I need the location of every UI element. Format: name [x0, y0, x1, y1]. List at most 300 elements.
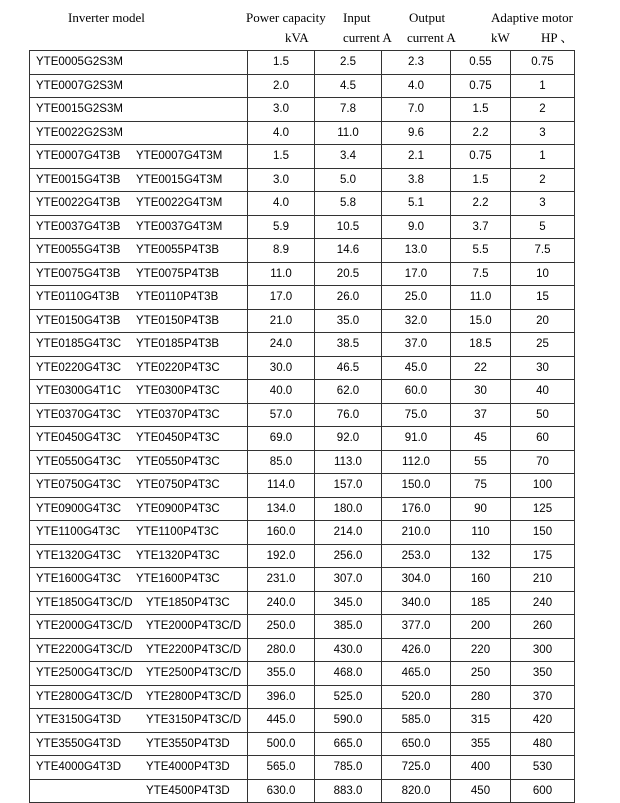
kw-cell: 355 [451, 732, 511, 756]
hp-cell: 3 [511, 121, 575, 145]
output-current-cell: 9.0 [382, 215, 451, 239]
model-g: YTE0037G4T3B [36, 220, 121, 233]
model-g: YTE0022G2S3M [36, 126, 123, 139]
kw-cell: 2.2 [451, 121, 511, 145]
model-cell [30, 544, 248, 568]
model-cell [30, 333, 248, 357]
model-cell [30, 121, 248, 145]
kw-cell: 22 [451, 356, 511, 380]
model-g: YTE1850G4T3C/D [36, 596, 133, 609]
model-g: YTE0900G4T3C [36, 502, 122, 515]
model-cell [30, 591, 248, 615]
kva-cell: 355.0 [248, 662, 315, 686]
table-row [30, 591, 575, 615]
output-current-cell: 210.0 [382, 521, 451, 545]
hp-cell: 10 [511, 262, 575, 286]
kw-cell: 30 [451, 380, 511, 404]
input-current-cell: 214.0 [315, 521, 382, 545]
hp-cell: 0.75 [511, 51, 575, 75]
model-p: YTE0220P4T3C [136, 361, 220, 374]
kva-cell: 1.5 [248, 51, 315, 75]
model-cell [30, 732, 248, 756]
model-wrap [36, 521, 247, 544]
model-p: YTE1600P4T3C [136, 573, 220, 585]
table-row [30, 262, 575, 286]
table-row [30, 239, 575, 263]
model-cell [30, 450, 248, 474]
output-current-cell: 585.0 [382, 709, 451, 733]
hp-cell: 600 [511, 779, 575, 803]
model-p: YTE0150P4T3B [136, 314, 220, 327]
model-wrap [36, 263, 247, 286]
kw-cell: 11.0 [451, 286, 511, 310]
kw-cell: 15.0 [451, 309, 511, 333]
hp-cell: 7.5 [511, 239, 575, 263]
model-wrap [36, 474, 247, 497]
model-g: YTE0015G2S3M [36, 103, 123, 115]
model-g: YTE0450G4T3C [36, 432, 122, 444]
model-p: YTE2500P4T3C/D [146, 667, 242, 679]
kva-cell: 396.0 [248, 685, 315, 709]
model-p: YTE4500P4T3D [146, 784, 230, 797]
kw-cell: 0.55 [451, 51, 511, 75]
output-current-cell: 377.0 [382, 615, 451, 639]
table-row [30, 685, 575, 709]
kw-cell: 132 [451, 544, 511, 568]
model-wrap [36, 568, 247, 591]
table-row [30, 356, 575, 380]
model-cell [30, 638, 248, 662]
kva-cell: 280.0 [248, 638, 315, 662]
model-wrap [36, 733, 247, 756]
input-current-cell: 590.0 [315, 709, 382, 733]
model-cell [30, 709, 248, 733]
table-row [30, 145, 575, 169]
kva-cell: 8.9 [248, 239, 315, 263]
model-cell [30, 403, 248, 427]
model-cell [30, 74, 248, 98]
output-current-cell: 725.0 [382, 756, 451, 780]
model-p: YTE0450P4T3C [136, 432, 220, 444]
input-current-cell: 2.5 [315, 51, 382, 75]
output-current-cell: 13.0 [382, 239, 451, 263]
output-current-cell: 426.0 [382, 638, 451, 662]
hp-cell: 370 [511, 685, 575, 709]
model-cell [30, 98, 248, 122]
model-wrap [36, 310, 247, 333]
table-row [30, 521, 575, 545]
kva-cell: 85.0 [248, 450, 315, 474]
model-g: YTE3550G4T3D [36, 737, 122, 750]
model-cell [30, 474, 248, 498]
header-output-unit: current A [407, 30, 456, 45]
table-row [30, 662, 575, 686]
model-p: YTE3150P4T3C/D [146, 714, 242, 726]
model-g: YTE0185G4T3C [36, 338, 122, 350]
model-g: YTE4000G4T3D [36, 761, 122, 773]
kva-cell: 231.0 [248, 568, 315, 592]
model-g: YTE0750G4T3C [36, 479, 122, 491]
kw-cell: 7.5 [451, 262, 511, 286]
header-kw: kW [491, 30, 510, 45]
model-g: YTE0055G4T3B [36, 244, 121, 256]
model-wrap [36, 380, 247, 403]
kw-cell: 0.75 [451, 74, 511, 98]
kva-cell: 134.0 [248, 497, 315, 521]
kva-cell: 500.0 [248, 732, 315, 756]
model-wrap [36, 286, 247, 309]
kw-cell: 90 [451, 497, 511, 521]
model-wrap [36, 357, 247, 380]
kw-cell: 75 [451, 474, 511, 498]
model-wrap [36, 98, 247, 121]
output-current-cell: 2.3 [382, 51, 451, 75]
input-current-cell: 20.5 [315, 262, 382, 286]
output-current-cell: 17.0 [382, 262, 451, 286]
input-current-cell: 11.0 [315, 121, 382, 145]
kw-cell: 110 [451, 521, 511, 545]
model-g: YTE0370G4T3C [36, 408, 122, 421]
table-row [30, 286, 575, 310]
input-current-cell: 26.0 [315, 286, 382, 310]
table-row [30, 380, 575, 404]
table-row [30, 74, 575, 98]
output-current-cell: 2.1 [382, 145, 451, 169]
table-row [30, 333, 575, 357]
model-p: YTE0900P4T3C [136, 502, 220, 515]
input-current-cell: 180.0 [315, 497, 382, 521]
input-current-cell: 5.0 [315, 168, 382, 192]
output-current-cell: 37.0 [382, 333, 451, 357]
hp-cell: 175 [511, 544, 575, 568]
hp-cell: 15 [511, 286, 575, 310]
table-row [30, 403, 575, 427]
input-current-cell: 345.0 [315, 591, 382, 615]
model-cell [30, 662, 248, 686]
header-inverter-model: Inverter model [68, 10, 145, 25]
kw-cell: 1.5 [451, 168, 511, 192]
model-p: YTE1320P4T3C [136, 549, 220, 562]
model-cell [30, 756, 248, 780]
kw-cell: 315 [451, 709, 511, 733]
input-current-cell: 307.0 [315, 568, 382, 592]
model-p: YTE0037G4T3M [136, 220, 223, 233]
model-wrap [36, 239, 247, 262]
hp-cell: 20 [511, 309, 575, 333]
kw-cell: 400 [451, 756, 511, 780]
output-current-cell: 465.0 [382, 662, 451, 686]
model-p: YTE0185P4T3B [136, 338, 220, 350]
model-wrap [36, 498, 247, 521]
model-wrap [36, 592, 247, 615]
kva-cell: 3.0 [248, 168, 315, 192]
kw-cell: 280 [451, 685, 511, 709]
output-current-cell: 3.8 [382, 168, 451, 192]
input-current-cell: 4.5 [315, 74, 382, 98]
kva-cell: 192.0 [248, 544, 315, 568]
table-row [30, 568, 575, 592]
hp-cell: 260 [511, 615, 575, 639]
output-current-cell: 5.1 [382, 192, 451, 216]
output-current-cell: 820.0 [382, 779, 451, 803]
table-row [30, 192, 575, 216]
model-g: YTE0300G4T1C [36, 385, 122, 397]
kva-cell: 69.0 [248, 427, 315, 451]
kw-cell: 185 [451, 591, 511, 615]
kw-cell: 1.5 [451, 98, 511, 122]
hp-cell: 70 [511, 450, 575, 474]
kva-cell: 4.0 [248, 121, 315, 145]
kva-cell: 114.0 [248, 474, 315, 498]
kva-cell: 445.0 [248, 709, 315, 733]
input-current-cell: 46.5 [315, 356, 382, 380]
model-g: YTE2800G4T3C/D [36, 690, 133, 703]
kw-cell: 160 [451, 568, 511, 592]
model-cell [30, 145, 248, 169]
table-row [30, 121, 575, 145]
kva-cell: 24.0 [248, 333, 315, 357]
model-g: YTE0110G4T3B [36, 291, 120, 303]
output-current-cell: 25.0 [382, 286, 451, 310]
table-row [30, 732, 575, 756]
model-cell [30, 192, 248, 216]
model-wrap [36, 122, 247, 145]
model-g: YTE0015G4T3B [36, 173, 121, 186]
kva-cell: 30.0 [248, 356, 315, 380]
model-p: YTE4000P4T3D [146, 761, 230, 773]
output-current-cell: 112.0 [382, 450, 451, 474]
kw-cell: 250 [451, 662, 511, 686]
model-cell [30, 427, 248, 451]
kw-cell: 220 [451, 638, 511, 662]
model-wrap [36, 169, 247, 192]
model-p: YTE0110P4T3B [136, 291, 219, 303]
model-wrap [36, 545, 247, 568]
output-current-cell: 150.0 [382, 474, 451, 498]
hp-cell: 2 [511, 98, 575, 122]
model-p: YTE2000P4T3C/D [146, 620, 242, 632]
hp-cell: 210 [511, 568, 575, 592]
hp-cell: 50 [511, 403, 575, 427]
kva-cell: 5.9 [248, 215, 315, 239]
output-current-cell: 176.0 [382, 497, 451, 521]
hp-cell: 300 [511, 638, 575, 662]
input-current-cell: 76.0 [315, 403, 382, 427]
model-wrap [36, 780, 247, 803]
hp-cell: 3 [511, 192, 575, 216]
model-cell [30, 615, 248, 639]
table-row [30, 615, 575, 639]
model-p: YTE3550P4T3D [146, 737, 230, 750]
kva-cell: 3.0 [248, 98, 315, 122]
output-current-cell: 9.6 [382, 121, 451, 145]
output-current-cell: 45.0 [382, 356, 451, 380]
input-current-cell: 525.0 [315, 685, 382, 709]
model-p: YTE0750P4T3C [136, 479, 220, 491]
hp-cell: 350 [511, 662, 575, 686]
model-cell [30, 568, 248, 592]
model-g: YTE1100G4T3C [36, 526, 121, 538]
table-row [30, 98, 575, 122]
model-wrap [36, 333, 247, 356]
model-p: YTE0015G4T3M [136, 173, 223, 186]
model-cell [30, 215, 248, 239]
model-cell [30, 168, 248, 192]
model-p: YTE0300P4T3C [136, 385, 220, 397]
model-wrap [36, 662, 247, 685]
output-current-cell: 650.0 [382, 732, 451, 756]
model-wrap [36, 686, 247, 709]
hp-cell: 1 [511, 74, 575, 98]
model-wrap [36, 75, 247, 98]
output-current-cell: 4.0 [382, 74, 451, 98]
kva-cell: 1.5 [248, 145, 315, 169]
kva-cell: 4.0 [248, 192, 315, 216]
model-wrap [36, 145, 247, 168]
hp-cell: 150 [511, 521, 575, 545]
kva-cell: 250.0 [248, 615, 315, 639]
input-current-cell: 883.0 [315, 779, 382, 803]
hp-cell: 2 [511, 168, 575, 192]
header-kva: kVA [285, 30, 309, 45]
header-hp: HP 、 [541, 30, 574, 45]
header-output: Output [409, 10, 446, 25]
model-cell [30, 779, 248, 803]
model-g: YTE0550G4T3C [36, 455, 122, 468]
model-g: YTE0007G4T3B [36, 150, 121, 162]
kva-cell: 21.0 [248, 309, 315, 333]
model-g: YTE2000G4T3C/D [36, 620, 133, 632]
table-row [30, 497, 575, 521]
table-body [30, 51, 575, 803]
model-g: YTE0075G4T3B [36, 267, 121, 280]
model-p: YTE0007G4T3M [136, 150, 223, 162]
kva-cell: 40.0 [248, 380, 315, 404]
output-current-cell: 75.0 [382, 403, 451, 427]
model-wrap [36, 451, 247, 474]
model-wrap [36, 216, 247, 239]
input-current-cell: 10.5 [315, 215, 382, 239]
output-current-cell: 253.0 [382, 544, 451, 568]
model-cell [30, 521, 248, 545]
model-g: YTE1320G4T3C [36, 549, 122, 562]
kva-cell: 17.0 [248, 286, 315, 310]
hp-cell: 60 [511, 427, 575, 451]
output-current-cell: 32.0 [382, 309, 451, 333]
hp-cell: 40 [511, 380, 575, 404]
hp-cell: 530 [511, 756, 575, 780]
input-current-cell: 385.0 [315, 615, 382, 639]
model-g: YTE1600G4T3C [36, 573, 122, 585]
input-current-cell: 113.0 [315, 450, 382, 474]
kva-cell: 2.0 [248, 74, 315, 98]
hp-cell: 30 [511, 356, 575, 380]
hp-cell: 100 [511, 474, 575, 498]
model-g: YTE0007G2S3M [36, 79, 123, 92]
hp-cell: 125 [511, 497, 575, 521]
model-wrap [36, 756, 247, 779]
input-current-cell: 468.0 [315, 662, 382, 686]
output-current-cell: 304.0 [382, 568, 451, 592]
input-current-cell: 92.0 [315, 427, 382, 451]
model-g: YTE3150G4T3D [36, 714, 122, 726]
table-row [30, 309, 575, 333]
input-current-cell: 157.0 [315, 474, 382, 498]
model-cell [30, 51, 248, 75]
model-g: YTE0150G4T3B [36, 314, 121, 327]
model-wrap [36, 615, 247, 638]
model-wrap [36, 709, 247, 732]
kw-cell: 3.7 [451, 215, 511, 239]
input-current-cell: 7.8 [315, 98, 382, 122]
table-row [30, 168, 575, 192]
model-g: YTE2500G4T3C/D [36, 667, 133, 679]
model-p: YTE2200P4T3C/D [146, 643, 242, 656]
output-current-cell: 340.0 [382, 591, 451, 615]
kw-cell: 200 [451, 615, 511, 639]
hp-cell: 480 [511, 732, 575, 756]
hp-cell: 5 [511, 215, 575, 239]
kw-cell: 5.5 [451, 239, 511, 263]
model-cell [30, 239, 248, 263]
kva-cell: 630.0 [248, 779, 315, 803]
hp-cell: 1 [511, 145, 575, 169]
table-row [30, 474, 575, 498]
input-current-cell: 38.5 [315, 333, 382, 357]
model-p: YTE0055P4T3B [136, 244, 220, 256]
kw-cell: 18.5 [451, 333, 511, 357]
header-input: Input [343, 10, 371, 25]
hp-cell: 25 [511, 333, 575, 357]
model-p: YTE2800P4T3C/D [146, 690, 242, 703]
kw-cell: 450 [451, 779, 511, 803]
model-g: YTE0005G2S3M [36, 56, 123, 68]
kw-cell: 0.75 [451, 145, 511, 169]
kva-cell: 11.0 [248, 262, 315, 286]
model-g: YTE2200G4T3C/D [36, 643, 133, 656]
kva-cell: 565.0 [248, 756, 315, 780]
model-p: YTE0370P4T3C [136, 408, 220, 421]
output-current-cell: 520.0 [382, 685, 451, 709]
output-current-cell: 91.0 [382, 427, 451, 451]
kw-cell: 45 [451, 427, 511, 451]
model-wrap [36, 427, 247, 450]
model-p: YTE1100P4T3C [136, 526, 219, 538]
model-p: YTE0550P4T3C [136, 455, 220, 468]
model-wrap [36, 639, 247, 662]
table-row [30, 427, 575, 451]
kva-cell: 57.0 [248, 403, 315, 427]
kw-cell: 37 [451, 403, 511, 427]
input-current-cell: 14.6 [315, 239, 382, 263]
table-row [30, 215, 575, 239]
model-g: YTE0220G4T3C [36, 361, 122, 374]
model-p: YTE1850P4T3C [146, 596, 230, 609]
table-row [30, 756, 575, 780]
kva-cell: 160.0 [248, 521, 315, 545]
input-current-cell: 430.0 [315, 638, 382, 662]
kva-cell: 240.0 [248, 591, 315, 615]
model-p: YTE0075P4T3B [136, 267, 220, 280]
table-row [30, 450, 575, 474]
model-p: YTE0022G4T3M [136, 197, 223, 209]
model-cell [30, 286, 248, 310]
output-current-cell: 7.0 [382, 98, 451, 122]
model-cell [30, 356, 248, 380]
model-cell [30, 685, 248, 709]
input-current-cell: 665.0 [315, 732, 382, 756]
input-current-cell: 35.0 [315, 309, 382, 333]
